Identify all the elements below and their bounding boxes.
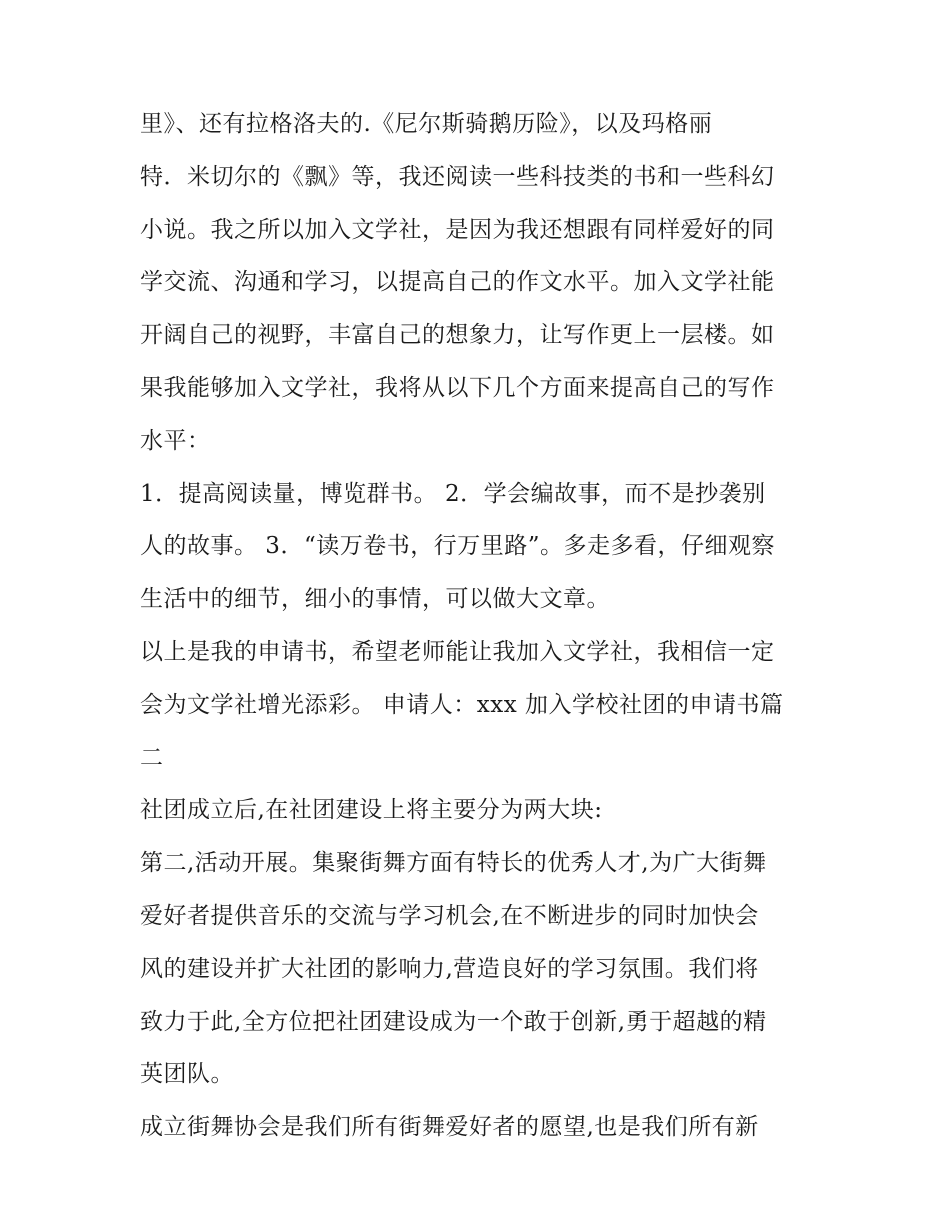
text-line: 学交流、沟通和学习，以提高自己的作文水平。加入文学社能 (140, 269, 775, 296)
text-line: 英团队。 (140, 1061, 234, 1088)
text-line: 特．米切尔的《飘》等，我还阅读一些科技类的书和一些科幻 (140, 163, 775, 190)
text-line: 爱好者提供音乐的交流与学习机会,在不断进步的同时加快会 (140, 902, 759, 929)
text-line: 1．提高阅读量，博览群书。 2．学会编故事，而不是抄袭别 (140, 480, 766, 507)
text-line: 水平： (140, 427, 211, 454)
text-line: 人的故事。 3．“读万卷书，行万里路”。多走多看，仔细观察 (140, 533, 775, 560)
text-line: 风的建设并扩大社团的影响力,营造良好的学习氛围。我们将 (140, 955, 759, 982)
text-line: 开阔自己的视野，丰富自己的想象力，让写作更上一层楼。如 (140, 322, 775, 349)
text-line: 里》、还有拉格洛夫的.《尼尔斯骑鹅历险》，以及玛格丽 (140, 111, 713, 137)
text-line: 致力于此,全方位把社团建设成为一个敢于创新,勇于超越的精 (140, 1008, 767, 1035)
text-line: 二 (140, 744, 164, 771)
text-line: 以上是我的申请书，希望老师能让我加入文学社，我相信一定 (140, 638, 775, 665)
text-line: 小说。我之所以加入文学社，是因为我还想跟有同样爱好的同 (140, 216, 775, 243)
text-line: 会为文学社增光添彩。 申请人：xxx 加入学校社团的申请书篇 (140, 691, 784, 718)
text-line: 果我能够加入文学社，我将从以下几个方面来提高自己的写作 (140, 374, 775, 401)
text-line: 生活中的细节，细小的事情，可以做大文章。 (140, 586, 610, 613)
text-line: 成立街舞协会是我们所有街舞爱好者的愿望,也是我们所有新 (140, 1114, 759, 1141)
text-line: 第二,活动开展。集聚街舞方面有特长的优秀人才,为广大街舞 (140, 850, 767, 877)
document-body (140, 98, 820, 1154)
text-line: 社团成立后,在社团建设上将主要分为两大块: (140, 797, 603, 824)
